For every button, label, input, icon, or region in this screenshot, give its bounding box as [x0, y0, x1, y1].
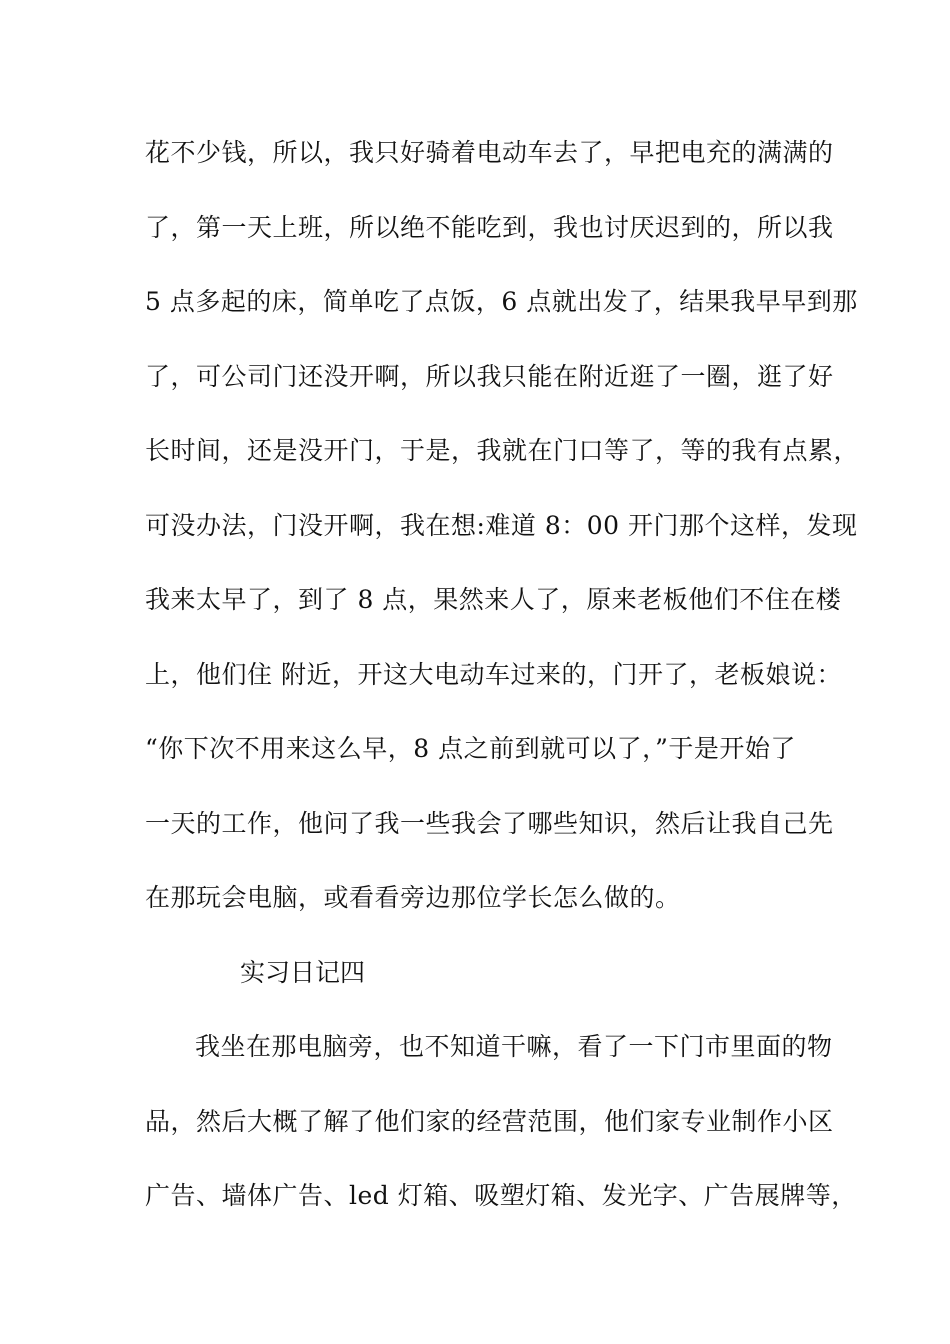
text-line-2: 了，第一天上班，所以绝不能吃到，我也讨厌迟到的，所以我 — [145, 213, 834, 242]
text-line-3: 5 点多起的床，简单吃了点饭，6 点就出发了，结果我早早到那 — [145, 287, 858, 316]
text-line-12: 我坐在那电脑旁，也不知道干嘛，看了一下门市里面的物 — [195, 1032, 833, 1061]
text-line-9: “你下次不用来这么早，8 点之前到就可以了，”于是开始了 — [145, 734, 796, 763]
text-line-8: 上，他们住 附近，开这大电动车过来的，门开了，老板娘说： — [145, 660, 842, 689]
text-line-4: 了，可公司门还没开啊，所以我只能在附近逛了一圈，逛了好 — [145, 362, 834, 391]
text-line-13: 品，然后大概了解了他们家的经营范围，他们家专业制作小区 — [145, 1107, 834, 1136]
text-line-11: 在那玩会电脑，或看看旁边那位学长怎么做的。 — [145, 883, 681, 912]
text-line-14: 广告、墙体广告、led 灯箱、吸塑灯箱、发光字、广告展牌等， — [145, 1181, 857, 1210]
section-heading: 实习日记四 — [240, 958, 366, 987]
text-line-7: 我来太早了，到了 8 点，果然来人了，原来老板他们不住在楼 — [145, 585, 842, 614]
text-line-10: 一天的工作，他问了我一些我会了哪些知识，然后让我自己先 — [145, 809, 834, 838]
text-line-5: 长时间，还是没开门，于是，我就在门口等了，等的我有点累， — [145, 436, 860, 465]
text-line-1: 花不少钱，所以，我只好骑着电动车去了，早把电充的满满的 — [145, 138, 834, 167]
text-line-6: 可没办法，门没开啊，我在想:难道 8：00 开门那个这样，发现 — [145, 511, 858, 540]
